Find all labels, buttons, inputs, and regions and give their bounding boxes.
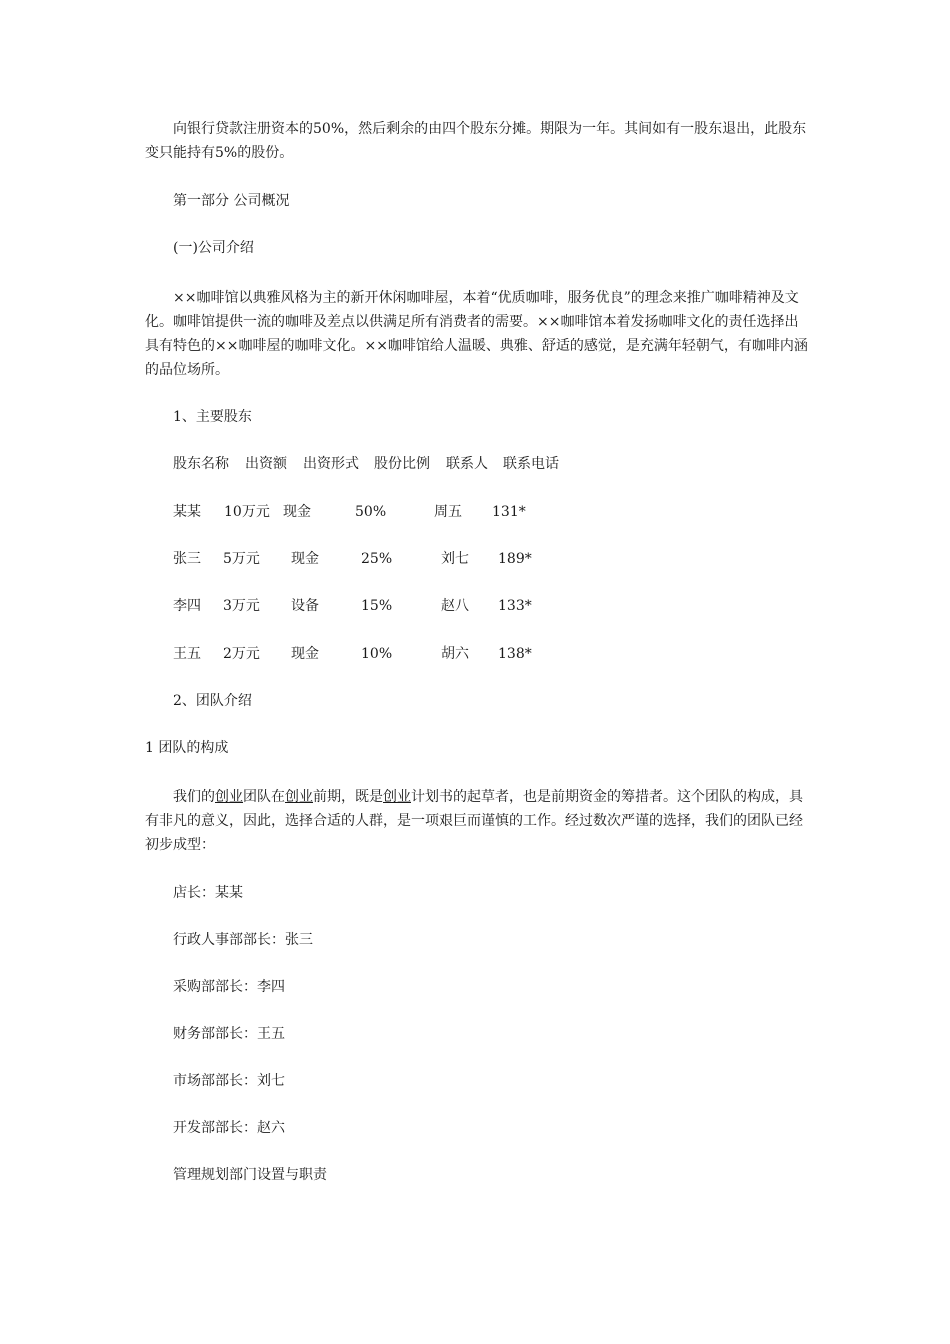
entrepreneurship-link[interactable]: 创业 — [215, 789, 243, 805]
cell-phone: 138* — [498, 646, 532, 662]
team-paragraph-text: 计划书的起草者，也是前期资金的筹措者。这个团队的构成，具有非凡的意义，因此，选择合适的人群，是一项艰巨而谨慎的工作。经过数次严谨的选择，我们的团队已经初步成型： — [145, 789, 803, 853]
header-phone: 联系电话 — [503, 456, 559, 472]
header-contact: 联系人 — [446, 456, 488, 472]
cell-name: 王五 — [173, 646, 201, 662]
cell-phone: 133* — [498, 598, 532, 614]
cell-amount: 2万元 — [223, 646, 260, 662]
team-composition-heading: 1 团队的构成 — [145, 740, 229, 756]
team-member-hr-head: 行政人事部部长：张三 — [173, 932, 313, 948]
intro-paragraph: 向银行贷款注册资本的50%，然后剩余的由四个股东分摊。期限为一年。其间如有一股东退出，此股东变只能持有5%的股份。 — [145, 121, 807, 161]
cell-form: 现金 — [291, 646, 319, 662]
cell-name: 李四 — [173, 598, 201, 614]
cell-contact: 赵八 — [441, 598, 469, 614]
team-intro-heading: 2、团队介绍 — [173, 693, 252, 709]
cell-name: 某某 — [173, 504, 201, 520]
entrepreneurship-link[interactable]: 创业 — [383, 789, 411, 805]
cell-contact: 刘七 — [441, 551, 469, 567]
part-one-heading: 第一部分 公司概况 — [173, 193, 290, 209]
cell-form: 现金 — [283, 504, 311, 520]
entrepreneurship-link[interactable]: 创业 — [285, 789, 313, 805]
cell-name: 张三 — [173, 551, 201, 567]
cell-amount: 3万元 — [223, 598, 260, 614]
cell-ratio: 50% — [355, 504, 387, 520]
team-member-marketing-head: 市场部部长：刘七 — [173, 1073, 285, 1089]
header-amount: 出资额 — [245, 456, 287, 472]
cell-amount: 10万元 — [224, 504, 270, 520]
team-paragraph — [145, 785, 810, 857]
management-heading: 管理规划部门设置与职责 — [173, 1167, 327, 1183]
team-paragraph-text: 前期，既是 — [313, 789, 383, 805]
cell-form: 设备 — [291, 598, 319, 614]
cell-contact: 周五 — [434, 504, 462, 520]
header-name: 股东名称 — [173, 456, 229, 472]
company-description: ××咖啡馆以典雅风格为主的新开休闲咖啡屋，本着“优质咖啡，服务优良”的理念来推广咖啡精神及文化。咖啡馆提供一流的咖啡及差点以供满足所有消费者的需要。××咖啡馆本着发扬咖啡文化的责任选择出具有特色的××咖啡屋的咖啡文化。××咖啡馆给人温暖、典雅、舒适的感觉，是充满年轻朝气，有咖啡内涵的品位场所。 — [145, 290, 808, 378]
cell-ratio: 25% — [361, 551, 393, 567]
shareholders-heading: 1、主要股东 — [173, 409, 252, 425]
cell-ratio: 15% — [361, 598, 393, 614]
header-ratio: 股份比例 — [374, 456, 430, 472]
cell-form: 现金 — [291, 551, 319, 567]
cell-phone: 131* — [492, 504, 526, 520]
team-paragraph-text: 团队在 — [243, 789, 285, 805]
cell-contact: 胡六 — [441, 646, 469, 662]
cell-ratio: 10% — [361, 646, 393, 662]
team-member-development-head: 开发部部长：赵六 — [173, 1120, 285, 1136]
team-paragraph-text: 我们的 — [173, 789, 215, 805]
section-company-intro: (一)公司介绍 — [173, 240, 254, 256]
team-member-purchasing-head: 采购部部长：李四 — [173, 979, 285, 995]
cell-amount: 5万元 — [223, 551, 260, 567]
team-member-finance-head: 财务部部长：王五 — [173, 1026, 285, 1042]
header-form: 出资形式 — [303, 456, 359, 472]
cell-phone: 189* — [498, 551, 532, 567]
team-member-store-manager: 店长：某某 — [173, 885, 243, 901]
